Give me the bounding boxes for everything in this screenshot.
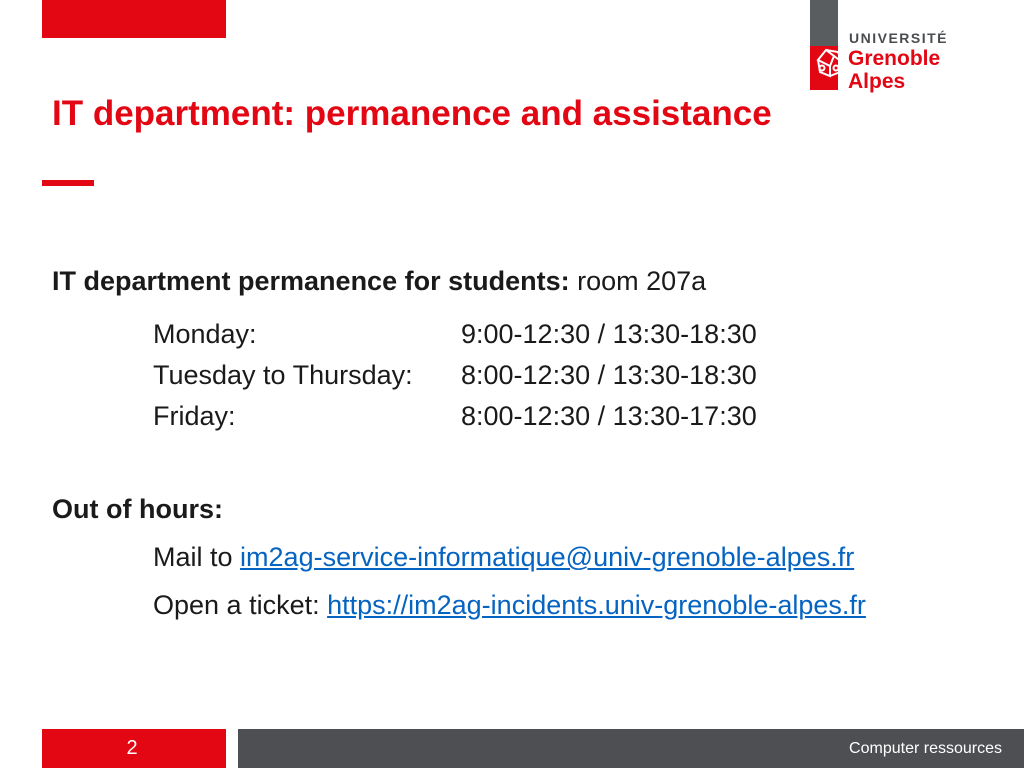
logo-universite-text: UNIVERSITÉ xyxy=(849,30,949,46)
footer-page-block xyxy=(42,729,226,768)
mail-line xyxy=(153,542,854,573)
schedule-table xyxy=(153,314,757,437)
header-accent-bar xyxy=(42,0,226,38)
ticket-label: Open a ticket: xyxy=(153,590,320,620)
schedule-row xyxy=(153,355,757,396)
ticket-line xyxy=(153,590,866,621)
schedule-day: Tuesday to Thursday: xyxy=(153,360,413,390)
university-logo xyxy=(810,0,970,92)
schedule-day: Friday: xyxy=(153,401,236,431)
logo-grenoble: Grenoble xyxy=(848,47,941,70)
out-of-hours-heading: Out of hours: xyxy=(52,494,223,524)
mail-label: Mail to xyxy=(153,542,233,572)
schedule-hours: 8:00-12:30 / 13:30-18:30 xyxy=(461,360,757,390)
logo-gray-band xyxy=(810,0,838,46)
mail-link[interactable]: im2ag-service-informatique@univ-grenoble-alpes.fr xyxy=(240,542,855,572)
schedule-hours: 8:00-12:30 / 13:30-17:30 xyxy=(461,401,757,431)
schedule-day: Monday: xyxy=(153,319,257,349)
footer-bar xyxy=(238,729,1024,768)
footer-section-title: Computer ressources xyxy=(849,740,1002,757)
page-title: IT department: permanence and assistance xyxy=(52,94,772,133)
permanence-line xyxy=(52,266,706,297)
logo-alpes: Alpes xyxy=(848,70,906,93)
schedule-row xyxy=(153,396,757,437)
permanence-heading: IT department permanence for students: xyxy=(52,266,570,296)
ticket-link[interactable]: https://im2ag-incidents.univ-grenoble-alpes.fr xyxy=(327,590,866,620)
title-underline xyxy=(42,180,94,186)
permanence-room: room 207a xyxy=(577,266,707,296)
schedule-row xyxy=(153,314,757,355)
page-number: 2 xyxy=(126,737,138,759)
logo-grenoble-alpes-text xyxy=(848,47,940,93)
logo-emblem-icon xyxy=(812,42,848,82)
schedule-hours: 9:00-12:30 / 13:30-18:30 xyxy=(461,319,757,349)
